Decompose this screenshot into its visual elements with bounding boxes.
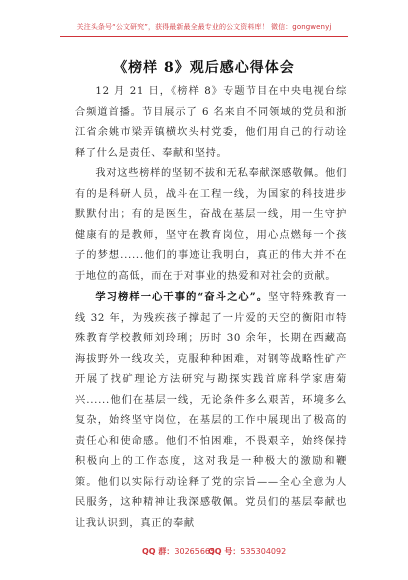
paragraph <box>75 287 347 534</box>
paragraph <box>75 82 347 164</box>
paragraph-text: 坚守特殊教育一线 32 年，为残疾孩子撑起了一片爱的天空的衡阳市特殊教育学校教师刘玲琍；历时 30 余年，长期在西藏高海拔野外一线攻关，克服种种困难，对钢等战略性矿产开展了找矿理论方法研究与勘探实践首席科学家唐菊兴......他们在基层一线，无论条件多么艰苦，环境多么复杂，始终坚守岗位，在基层的工作中展现出了极高的责任心和使命感。他们不怕困难，不畏艰辛，始终保持积极向上的工作态度，这对我是一种极大的激励和鞭策。他们以实际行动诠释了党的宗旨——全心全意为人民服务，这种精神让我深感敬佩。党员们的基层奉献也让我认识到，真正的奉献 <box>75 292 347 529</box>
qq-group-number: 30265665 <box>174 547 216 556</box>
footer-qq-group <box>142 546 215 557</box>
qq-group-label: QQ 群： <box>142 547 175 556</box>
paragraph-text: 我对这些榜样的坚韧不拔和无私奉献深感敬佩。他们有的是科研人员，战斗在工程一线，为国家的科技进步默默付出；有的是医生，奋战在基层一线，用一生守护健康有的是教师，坚守在教育岗位，用心点燃每一个孩子的梦想......他们的事迹让我明白，真正的伟大并不在于地位的高低，而在于对事业的热爱和对社会的贡献。 <box>75 168 347 282</box>
paragraph-lead: 学习榜样一心干事的“奋斗之心”。 <box>95 291 269 303</box>
header-divider <box>60 36 348 37</box>
paragraph-text: 12 月 21 日，《榜样 8》专题节目在中央电视台综合频道首播。节目展示了 6 名来自不同领域的党员和浙江省余姚市梁弄镇横坎头村党委，他们用自己的行动诠释了什么是责任、奉献和坚持。 <box>75 86 347 159</box>
footer <box>0 546 408 562</box>
header-promo-text: 关注头条号“公文研究”，获得最新最全最专业的公文资料库！ 微信：gongwenyj <box>76 23 332 31</box>
document-body <box>75 82 347 534</box>
document-title: 《榜样 8》观后感心得体会 <box>113 60 295 76</box>
paragraph <box>75 164 347 287</box>
qq-account-label: QQ 号： <box>208 547 241 556</box>
footer-qq-account <box>208 546 286 557</box>
qq-account-number: 535304092 <box>240 547 287 556</box>
